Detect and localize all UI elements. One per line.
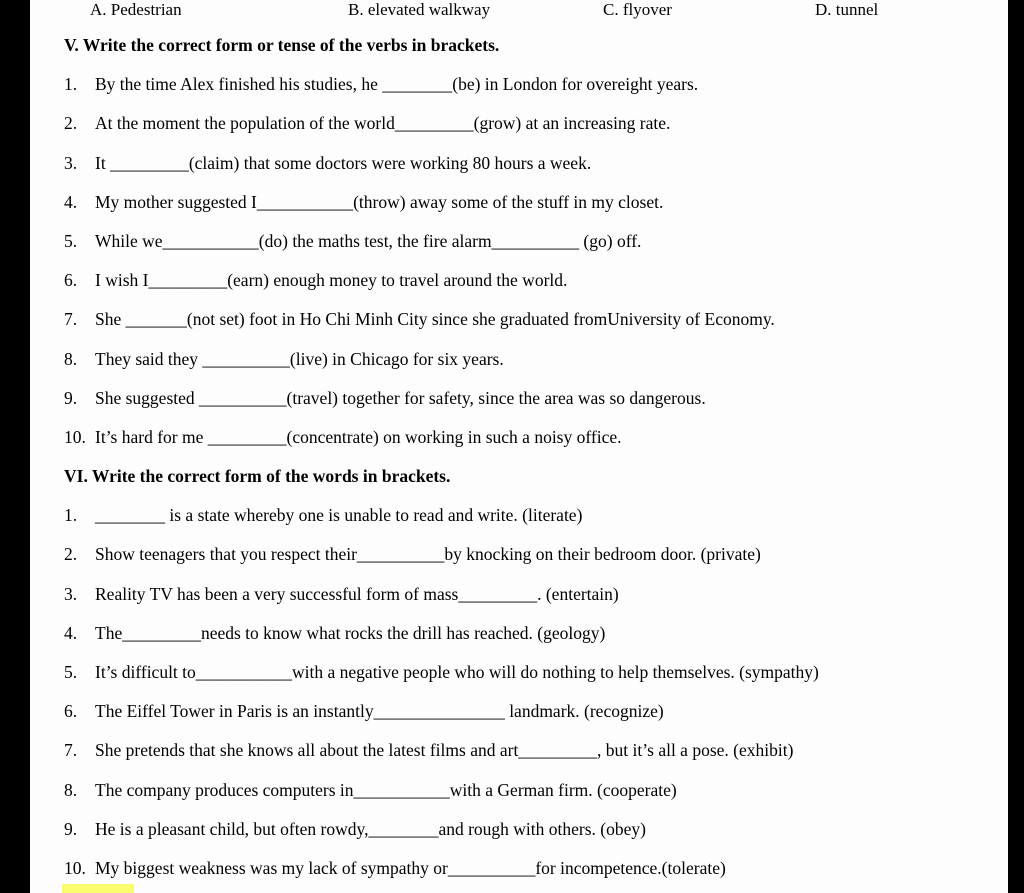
item-text: Show teenagers that you respect their__________by knocking on their bedroom door. (private) xyxy=(95,544,761,565)
item-text: She pretends that she knows all about the latest films and art_________, but it’s all a pose. (exhibit) xyxy=(95,740,794,761)
worksheet-content xyxy=(30,26,1008,888)
item-number: 8. xyxy=(64,779,78,800)
item-vi-3 xyxy=(30,575,1008,614)
item-text: I wish I_________(earn) enough money to travel around the world. xyxy=(95,270,568,291)
option-c: C. flyover xyxy=(603,0,672,19)
item-v-2 xyxy=(30,104,1008,143)
item-vi-5 xyxy=(30,653,1008,692)
item-text: It’s difficult to___________with a negative people who will do nothing to help themselves. (sympathy) xyxy=(95,662,819,682)
answer-options-row xyxy=(30,0,1008,26)
option-a: A. Pedestrian xyxy=(90,0,182,19)
item-number: 10. xyxy=(64,426,86,447)
document-page xyxy=(30,0,1008,893)
item-number: 6. xyxy=(64,701,78,722)
section-v-title: V. Write the correct form or tense of the verbs in brackets. xyxy=(64,35,500,55)
item-number: 5. xyxy=(64,230,78,251)
item-v-10 xyxy=(30,418,1008,457)
item-v-7 xyxy=(30,300,1008,339)
item-text: Reality TV has been a very successful form of mass_________. (entertain) xyxy=(95,583,619,604)
item-v-1 xyxy=(30,65,1008,104)
item-text: ________ is a state whereby one is unable to read and write. (literate) xyxy=(95,505,583,526)
item-v-6 xyxy=(30,261,1008,300)
item-v-8 xyxy=(30,340,1008,379)
item-vi-4 xyxy=(30,614,1008,653)
item-number: 4. xyxy=(64,191,78,212)
item-text: It’s hard for me _________(concentrate) on working in such a noisy office. xyxy=(95,426,622,447)
item-text: The company produces computers in___________with a German firm. (cooperate) xyxy=(95,779,677,800)
item-text: While we___________(do) the maths test, the fire alarm__________ (go) off. xyxy=(95,230,642,251)
item-v-4 xyxy=(30,183,1008,222)
item-number: 1. xyxy=(64,74,78,95)
item-number: 5. xyxy=(64,662,78,682)
item-text: He is a pleasant child, but often rowdy,________and rough with others. (obey) xyxy=(95,818,646,839)
item-vi-6 xyxy=(30,692,1008,731)
item-number: 4. xyxy=(64,622,78,643)
item-v-5 xyxy=(30,222,1008,261)
section-vi-title: VI. Write the correct form of the words in brackets. xyxy=(64,466,451,487)
item-text: She suggested __________(travel) together for safety, since the area was so dangerous. xyxy=(95,387,706,408)
item-vi-8 xyxy=(30,771,1008,810)
item-number: 9. xyxy=(64,387,78,408)
item-number: 1. xyxy=(64,505,78,526)
item-number: 3. xyxy=(64,583,78,604)
item-number: 10. xyxy=(64,857,86,878)
yellow-highlight-mark xyxy=(62,884,134,893)
item-text: It _________(claim) that some doctors were working 80 hours a week. xyxy=(95,152,592,173)
option-b: B. elevated walkway xyxy=(348,0,491,19)
item-v-9 xyxy=(30,379,1008,418)
item-vi-10 xyxy=(30,849,1008,888)
item-text: At the moment the population of the world_________(grow) at an increasing rate. xyxy=(95,113,671,134)
item-text: By the time Alex finished his studies, he ________(be) in London for overeight years. xyxy=(95,74,699,95)
item-vi-2 xyxy=(30,535,1008,574)
item-text: My mother suggested I___________(throw) away some of the stuff in my closet. xyxy=(95,191,664,212)
item-number: 7. xyxy=(64,309,78,330)
item-number: 9. xyxy=(64,818,78,839)
item-vi-1 xyxy=(30,496,1008,535)
item-v-3 xyxy=(30,144,1008,183)
item-vi-9 xyxy=(30,810,1008,849)
item-vi-7 xyxy=(30,731,1008,770)
item-text: My biggest weakness was my lack of sympathy or__________for incompetence.(tolerate) xyxy=(95,857,726,878)
item-text: She _______(not set) foot in Ho Chi Minh City since she graduated fromUniversity of Economy. xyxy=(95,309,775,330)
item-number: 7. xyxy=(64,740,78,761)
item-number: 8. xyxy=(64,348,78,369)
option-d: D. tunnel xyxy=(815,0,879,19)
item-text: The Eiffel Tower in Paris is an instantly_______________ landmark. (recognize) xyxy=(95,701,664,722)
item-number: 2. xyxy=(64,113,78,134)
item-number: 6. xyxy=(64,270,78,291)
item-text: The_________needs to know what rocks the drill has reached. (geology) xyxy=(95,622,606,643)
item-number: 3. xyxy=(64,152,78,173)
item-text: They said they __________(live) in Chicago for six years. xyxy=(95,348,504,369)
item-number: 2. xyxy=(64,544,78,565)
